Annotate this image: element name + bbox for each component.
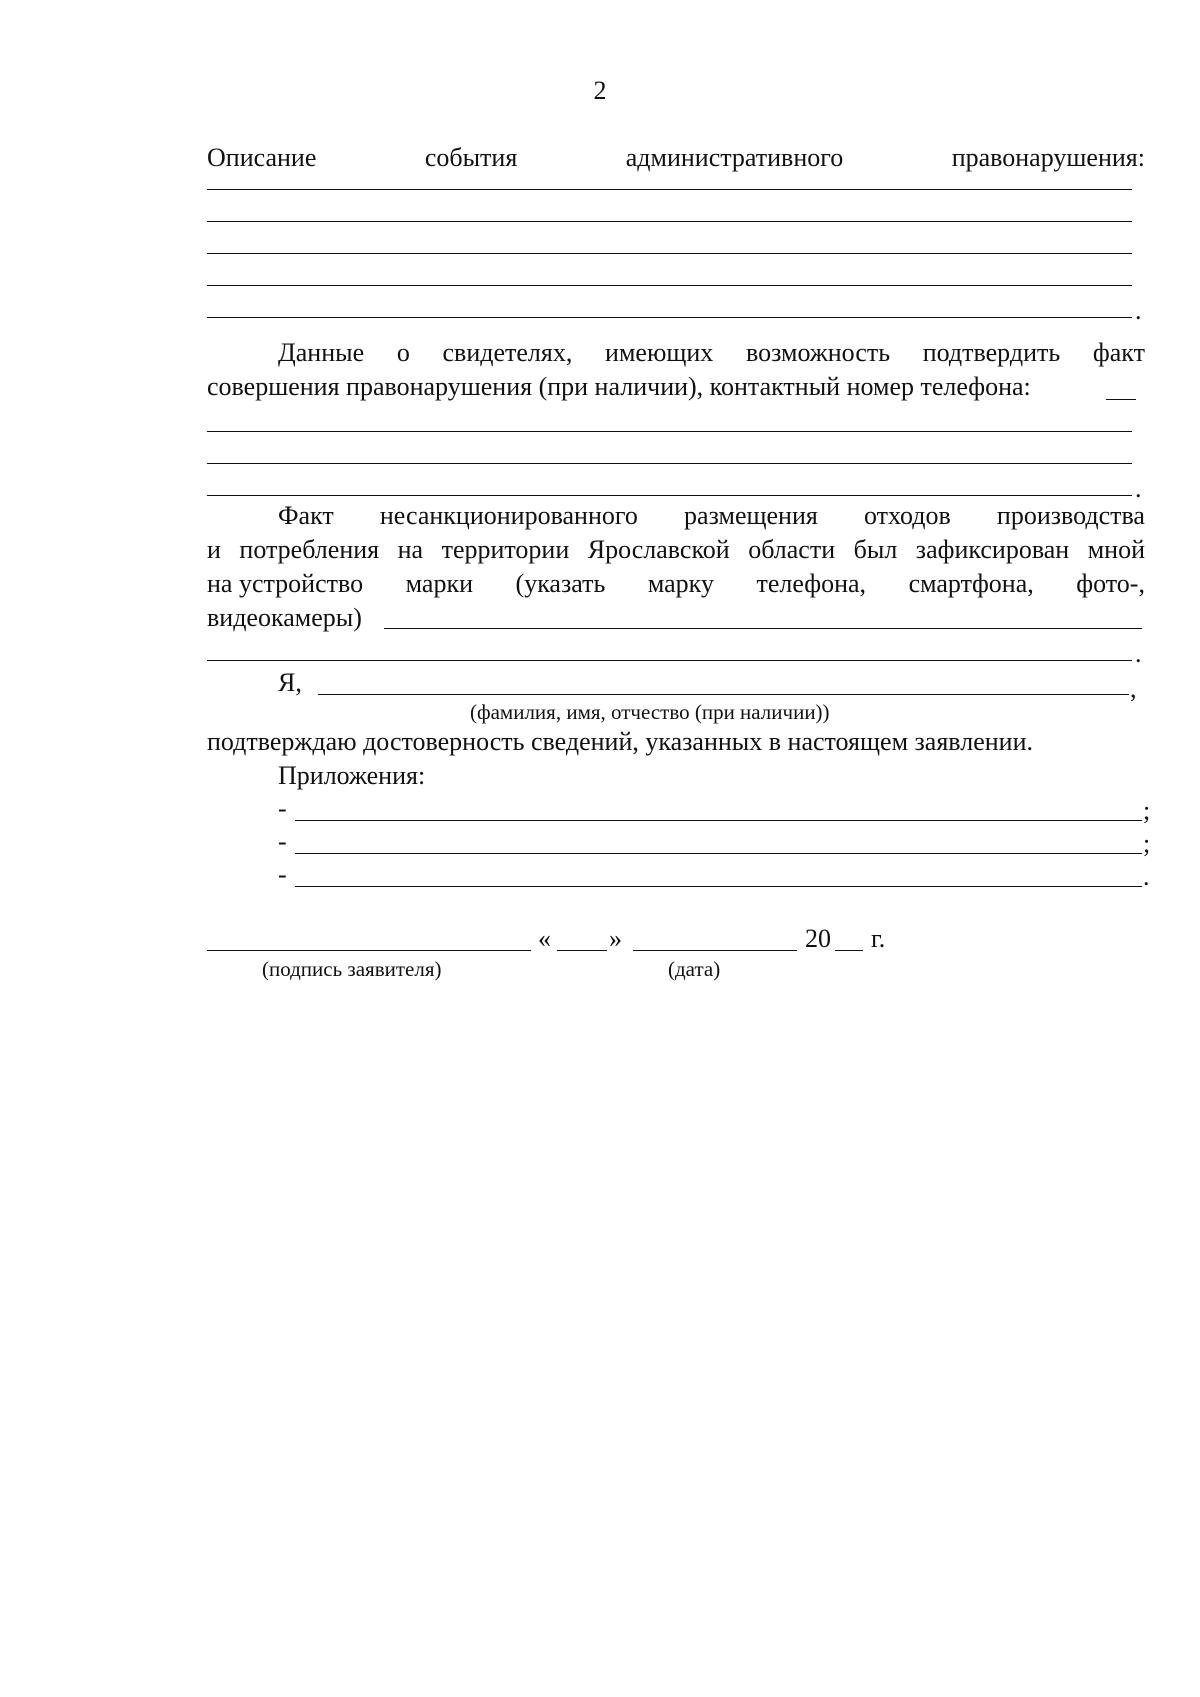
fact-word: телефона, bbox=[756, 569, 867, 598]
witness-word: о bbox=[396, 338, 410, 367]
fact-line-2: и потребления на территории Ярославской области был зафиксирован мной bbox=[207, 535, 1145, 564]
year-field[interactable] bbox=[835, 950, 863, 951]
fact-word: марки bbox=[405, 569, 473, 598]
attachments-title: Приложения: bbox=[278, 761, 426, 790]
attachment-field-3[interactable] bbox=[295, 886, 1142, 887]
description-line-5[interactable] bbox=[207, 317, 1132, 318]
confirmation-text: подтверждаю достоверность сведений, указанных в настоящем заявлении. bbox=[207, 727, 1033, 756]
full-name-field[interactable] bbox=[318, 694, 1129, 695]
page-number: 2 bbox=[593, 76, 607, 105]
witnesses-end-mark: . bbox=[1135, 474, 1142, 503]
description-line-3[interactable] bbox=[207, 253, 1132, 254]
description-heading bbox=[207, 143, 1145, 173]
year-prefix: 20 bbox=[805, 924, 831, 953]
fact-word: смартфона, bbox=[908, 569, 1034, 598]
fact-word: фото-, bbox=[1076, 569, 1145, 598]
witnesses-line-2: совершения правонарушения (при наличии), контактный номер телефона: bbox=[207, 372, 1031, 401]
signature-field[interactable] bbox=[207, 950, 531, 951]
fact-word: марку bbox=[647, 569, 714, 598]
description-end-mark: . bbox=[1135, 296, 1142, 325]
year-suffix: г. bbox=[871, 924, 886, 953]
fact-end-mark: . bbox=[1135, 639, 1142, 668]
description-line-4[interactable] bbox=[207, 285, 1132, 286]
month-field[interactable] bbox=[633, 950, 797, 951]
witnesses-line-4[interactable] bbox=[207, 463, 1132, 464]
witness-word: факт bbox=[1092, 338, 1145, 367]
attachment-end: ; bbox=[1143, 829, 1151, 858]
full-name-hint: (фамилия, имя, отчество (при наличии)) bbox=[470, 700, 830, 724]
attachment-dash: - bbox=[278, 860, 287, 889]
applicant-prefix: Я, bbox=[278, 668, 302, 697]
device-field[interactable] bbox=[384, 628, 1142, 629]
fact-word: производства bbox=[996, 501, 1145, 530]
quote-open: « bbox=[538, 924, 551, 953]
witnesses-line-1 bbox=[278, 338, 1145, 368]
phone-field[interactable] bbox=[1106, 399, 1136, 400]
fact-word: несанкционированного bbox=[379, 501, 638, 530]
witness-word: Данные bbox=[278, 338, 365, 367]
fact-line-3 bbox=[207, 569, 1145, 599]
witnesses-line-5[interactable] bbox=[207, 495, 1132, 496]
fact-word: (указать bbox=[515, 569, 606, 598]
attachment-dash: - bbox=[278, 827, 287, 856]
applicant-comma: , bbox=[1130, 674, 1137, 703]
heading-word: административного bbox=[625, 143, 844, 172]
fact-word: размещения bbox=[684, 501, 818, 530]
attachment-field-1[interactable] bbox=[295, 820, 1142, 821]
attachment-field-2[interactable] bbox=[295, 853, 1142, 854]
attachment-end: . bbox=[1143, 862, 1150, 891]
fact-word: Факт bbox=[278, 501, 334, 530]
day-field[interactable] bbox=[557, 950, 607, 951]
description-line-1[interactable] bbox=[207, 189, 1132, 190]
witness-word: свидетелях, bbox=[442, 338, 573, 367]
attachment-end: ; bbox=[1143, 796, 1151, 825]
fact-word: отходов bbox=[863, 501, 951, 530]
fact-word: на устройство bbox=[207, 569, 364, 598]
witnesses-line-3[interactable] bbox=[207, 431, 1132, 432]
heading-word: Описание bbox=[207, 143, 317, 172]
heading-word: правонарушения: bbox=[951, 143, 1145, 172]
fact-line-1 bbox=[278, 501, 1145, 531]
date-hint: (дата) bbox=[668, 957, 721, 981]
description-line-2[interactable] bbox=[207, 221, 1132, 222]
quote-close: » bbox=[609, 924, 622, 953]
witness-word: возможность bbox=[745, 338, 891, 367]
device-field-line-2[interactable] bbox=[207, 660, 1132, 661]
signature-hint: (подпись заявителя) bbox=[262, 957, 442, 981]
heading-word: события bbox=[424, 143, 518, 172]
witness-word: имеющих bbox=[605, 338, 714, 367]
fact-line-4: видеокамеры) bbox=[207, 603, 362, 632]
witness-word: подтвердить bbox=[922, 338, 1061, 367]
attachment-dash: - bbox=[278, 794, 287, 823]
